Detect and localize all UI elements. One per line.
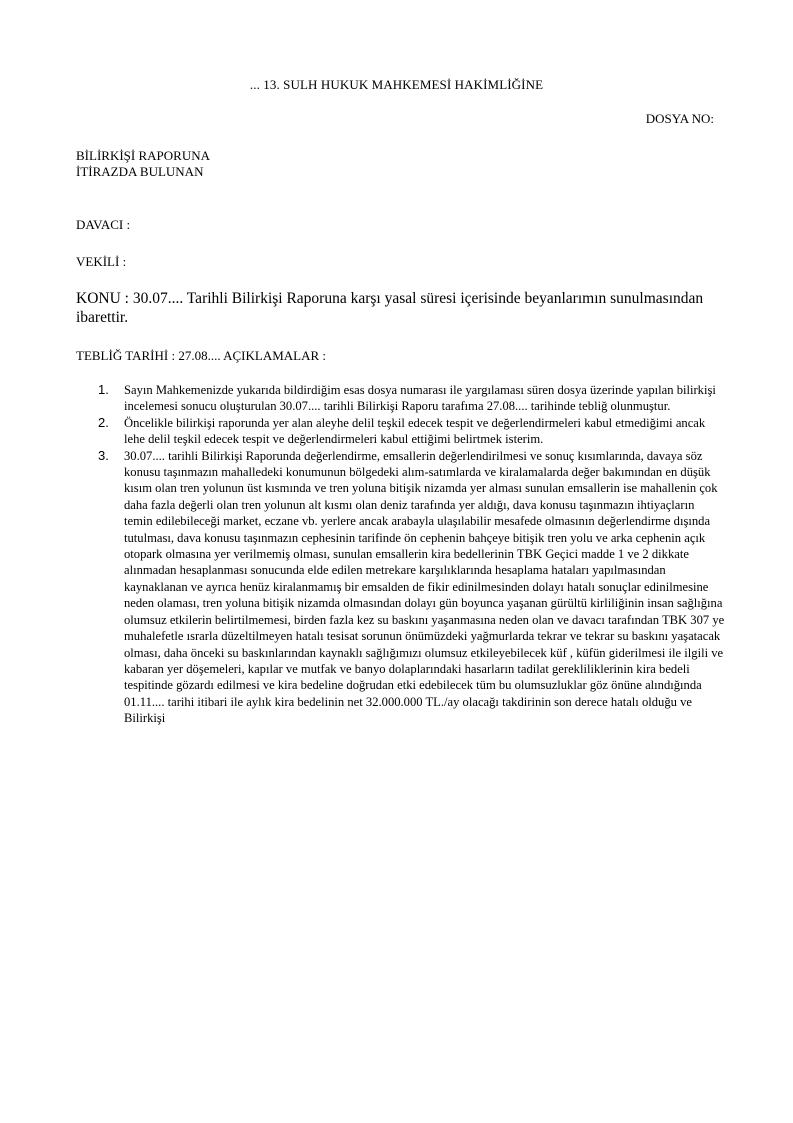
subject-line-2: İTİRAZDA BULUNAN xyxy=(76,164,204,179)
item-number: 3. xyxy=(98,447,109,463)
case-number-label: DOSYA NO: xyxy=(645,111,714,126)
plaintiff-label: DAVACI : xyxy=(76,217,131,232)
item-number: 2. xyxy=(98,414,109,430)
explanation-list xyxy=(76,382,726,727)
subject-line-1: BİLİRKİŞİ RAPORUNA xyxy=(76,148,210,163)
subject-statement: KONU : 30.07.... Tarihli Bilirkişi Raporuna karşı yasal süresi içerisinde beyanlarımın sunulmasından ibarettir. xyxy=(76,290,704,326)
list-item xyxy=(76,382,726,415)
list-item xyxy=(76,415,726,448)
item-text: Sayın Mahkemenizde yukarıda bildirdiğim esas dosya numarası ile yargılaması süren dosya üzerinde yapılan bilirkişi incelemesi sonucu oluşturulan 30.07.... tarihli Bilirkişi Raporu tarafıma 27.08.... tarihinde tebliğ olunmuştur. xyxy=(124,383,716,414)
item-text: Öncelikle bilirkişi raporunda yer alan aleyhe delil teşkil edecek tespit ve değerlendirmeleri kabul etmediğimi ancak lehe delil teşkil edecek tespit ve değerlendirmeleri kabul ettiğimi belirtmek isterim. xyxy=(124,415,706,447)
notification-date: TEBLİĞ TARİHİ : 27.08.... AÇIKLAMALAR : xyxy=(76,348,327,363)
attorney-label: VEKİLİ : xyxy=(76,254,127,269)
item-text: 30.07.... tarihli Bilirkişi Raporunda değerlendirme, emsallerin değerlendirilmesi ve sonuç kısımlarında, davaya söz konusu taşınmazın mahalledeki konumunun bölgedeki alım-satımlarda ve kiralamalarda değer bakımından en düşük kısım olan tren yolunun üst kısmında ve tren yoluna bitişik nizamda yer alması sunulan emsallerin ise mahallenin çok daha fazla değerli olan tren yolunun alt kısmı olan deniz tarafında yer aldığı, dava konusu taşınmazın ihtiyaçların temin edilebileceği market, eczane vb. yerlere ancak arabayla ulaşılabilir mesafede olmasının değerlendirme dışında tutulması, dava konusu taşınmazın cephesinin tarifinde ön cephenin bahçeye bitişik tren yolu ve arka cephenin açık otopark olmasına yer verilmemiş olması, sunulan emsallerin kira bedellerinin TBK Geçici madde 1 ve 2 dikkate alınmadan hesaplanması sonucunda elde edilen metrekare karşılıklarında hesaplama hataları yapılmasından kaynaklanan ve ayrıca henüz kiralanmamış bir emsalden de fikir edinilmesinden dolayı hatalı sonuçlar edinilmesine neden olaması, tren yoluna bitişik nizamda olmasından dolayı gün boyunca yaşanan gürültü kirliliğinin insan sağlığına olumsuz etkilerin belirtilmemesi, birden fazla kez su baskını yaşanmasına neden olan ve davacı tarafından TBK 307 ye muhalefetle ısrarla düzeltilmeyen hatalı tesisat sorunun önümüzdeki yağmurlarda tekrar ve tekrar su baskını yaşatacak olması, daha önceki su baskınlarından kaynaklı sağlığımızı olumsuz etkileyebilecek küf , küfün giderilmesi ile ilgili ve kabaran yer döşemeleri, kapılar ve mutfak ve banyo dolaplarındaki hasarların tadilat gerekliliklerinin kira bedeli tespitinde gözardı edilmesi ve kira bedeline doğrudan etki edebilecek tüm bu olumsuzluklar göz önüne alındığında 01.11.... tarihi itibari ile aylık kira bedelinin net 32.000.000 TL./ay olacağı takdirinin son derece hatalı olduğu ve Bilirkişi xyxy=(124,448,725,726)
item-number: 1. xyxy=(98,382,109,397)
list-item xyxy=(76,448,726,727)
court-heading: ... 13. SULH HUKUK MAHKEMESİ HAKİMLİĞİNE xyxy=(249,77,544,92)
subject-block xyxy=(76,148,210,180)
